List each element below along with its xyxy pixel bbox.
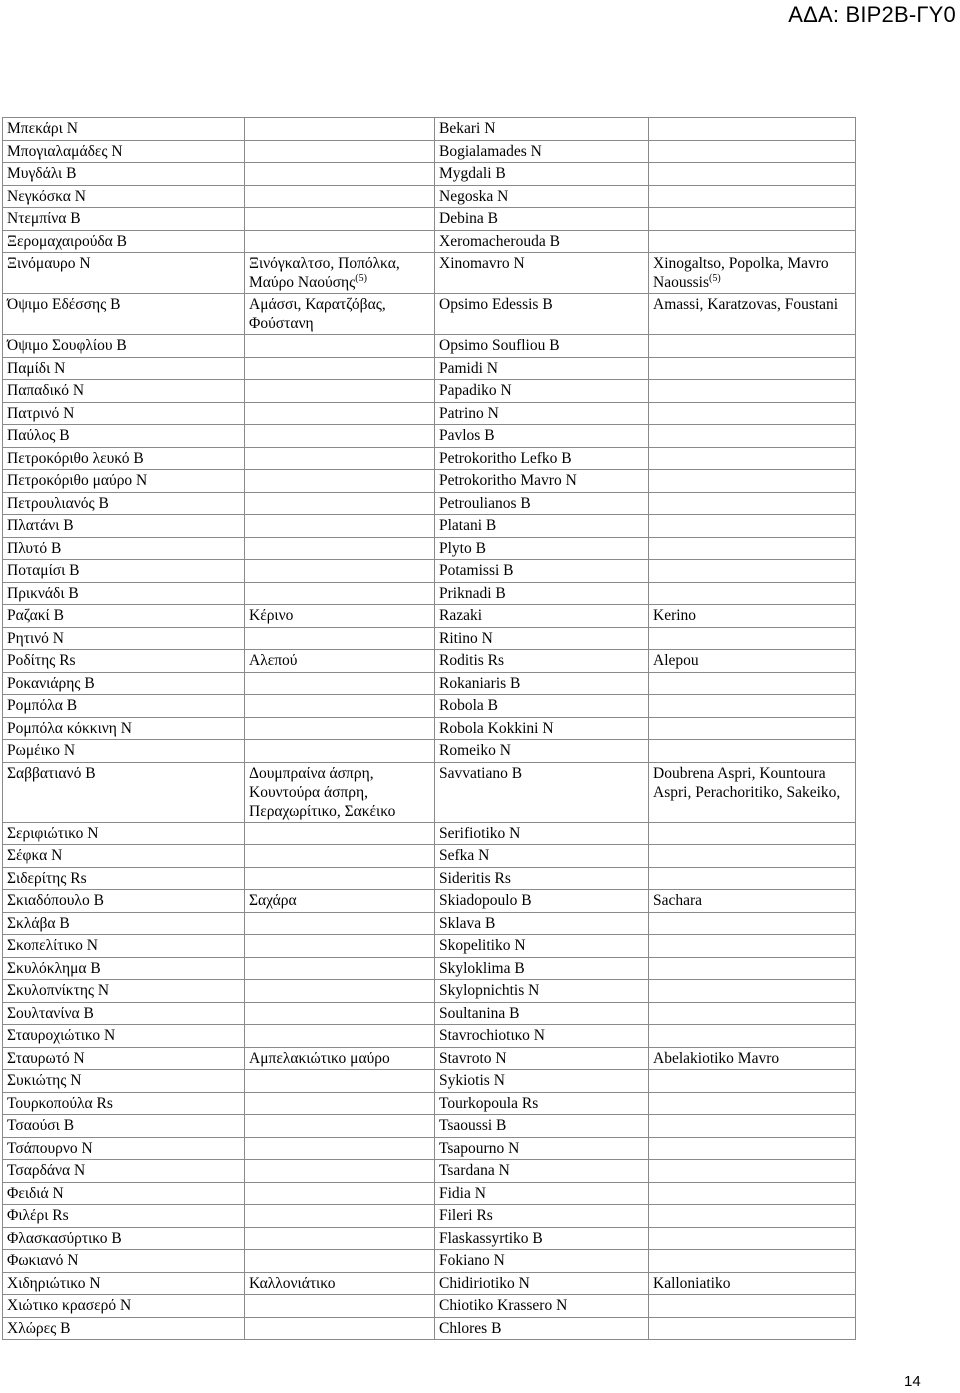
greek-synonyms-cell	[245, 957, 435, 980]
greek-name-cell: Σκυλοπνίκτης Ν	[3, 980, 245, 1003]
greek-name-cell: Παύλος Β	[3, 425, 245, 448]
latin-synonyms-cell	[649, 357, 856, 380]
greek-name-cell: Ραζακί Β	[3, 605, 245, 628]
latin-name-cell: Petroulianos B	[435, 492, 649, 515]
latin-name-cell: Papadiko N	[435, 380, 649, 403]
latin-name-cell: Robola B	[435, 695, 649, 718]
table-row	[3, 650, 856, 673]
table-row	[3, 294, 856, 335]
greek-synonyms-cell	[245, 1317, 435, 1340]
greek-name-cell: Όψιμο Σουφλίου Β	[3, 335, 245, 358]
latin-name-cell: Plyto B	[435, 537, 649, 560]
greek-name-cell: Σιδερίτης Rs	[3, 867, 245, 890]
latin-name-cell: Sefka N	[435, 845, 649, 868]
latin-name-cell: Rokaniaris B	[435, 672, 649, 695]
latin-synonyms-cell	[649, 980, 856, 1003]
greek-name-cell: Ποταμίσι Β	[3, 560, 245, 583]
table-row	[3, 1047, 856, 1070]
greek-name-cell: Τσάπουρνο Ν	[3, 1137, 245, 1160]
latin-synonyms-cell	[649, 912, 856, 935]
greek-synonyms-cell: Αλεπού	[245, 650, 435, 673]
latin-synonyms-cell	[649, 1002, 856, 1025]
greek-name-cell: Ξινόμαυρο Ν	[3, 253, 245, 294]
greek-synonyms-cell	[245, 425, 435, 448]
greek-name-cell: Ρωμέικο Ν	[3, 740, 245, 763]
greek-synonyms-cell	[245, 515, 435, 538]
greek-synonyms-cell	[245, 1025, 435, 1048]
greek-name-cell: Τουρκοπούλα Rs	[3, 1092, 245, 1115]
latin-synonyms-cell	[649, 140, 856, 163]
latin-name-cell: Skopelitiko N	[435, 935, 649, 958]
latin-synonyms-cell	[649, 1250, 856, 1273]
greek-name-cell: Πλατάνι Β	[3, 515, 245, 538]
greek-synonyms-cell	[245, 492, 435, 515]
latin-name-cell: Chidiriotiko N	[435, 1272, 649, 1295]
table-row	[3, 762, 856, 822]
latin-name-cell: Debina B	[435, 208, 649, 231]
latin-synonyms-cell	[649, 470, 856, 493]
table-row	[3, 1002, 856, 1025]
table-row	[3, 118, 856, 141]
latin-name-cell: Negoska N	[435, 185, 649, 208]
table-row	[3, 1070, 856, 1093]
greek-name-cell: Ρητινό Ν	[3, 627, 245, 650]
latin-name-cell: Chlores B	[435, 1317, 649, 1340]
greek-name-cell: Πλυτό Β	[3, 537, 245, 560]
latin-name-cell: Tsaoussi B	[435, 1115, 649, 1138]
greek-name-cell: Φειδιά Ν	[3, 1182, 245, 1205]
greek-synonyms-cell: Ξινόγκαλτσο, Ποπόλκα, Μαύρο Ναούσης$^{(5)}$	[245, 253, 435, 294]
latin-name-cell: Bogialamades N	[435, 140, 649, 163]
greek-name-cell: Πετρουλιανός Β	[3, 492, 245, 515]
table-row	[3, 957, 856, 980]
latin-synonyms-cell	[649, 492, 856, 515]
table-row	[3, 380, 856, 403]
greek-synonyms-cell	[245, 845, 435, 868]
greek-synonyms-cell	[245, 1070, 435, 1093]
table-row	[3, 402, 856, 425]
latin-name-cell: Skylopnichtis N	[435, 980, 649, 1003]
latin-synonyms-cell	[649, 1160, 856, 1183]
table-row	[3, 515, 856, 538]
greek-synonyms-cell	[245, 740, 435, 763]
latin-name-cell: Petrokoritho Lefko B	[435, 447, 649, 470]
latin-synonyms-cell: Amassi, Karatzovas, Foustani	[649, 294, 856, 335]
greek-synonyms-cell	[245, 335, 435, 358]
latin-synonyms-cell: Sachara	[649, 890, 856, 913]
greek-name-cell: Πετροκόριθο μαύρο Ν	[3, 470, 245, 493]
latin-synonyms-cell	[649, 1115, 856, 1138]
latin-synonyms-cell	[649, 740, 856, 763]
greek-name-cell: Τσαούσι Β	[3, 1115, 245, 1138]
greek-synonyms-cell	[245, 822, 435, 845]
greek-synonyms-cell	[245, 717, 435, 740]
table-row	[3, 492, 856, 515]
latin-name-cell: Pavlos B	[435, 425, 649, 448]
greek-synonyms-cell	[245, 1227, 435, 1250]
footnote-marker: (5)	[708, 273, 721, 284]
greek-name-cell: Φλασκασύρτικο Β	[3, 1227, 245, 1250]
greek-synonyms-cell	[245, 582, 435, 605]
greek-synonyms-cell	[245, 980, 435, 1003]
page-number: 14	[904, 1373, 921, 1390]
table-row	[3, 560, 856, 583]
table-row	[3, 605, 856, 628]
latin-name-cell: Razaki	[435, 605, 649, 628]
table-row	[3, 140, 856, 163]
table-row	[3, 845, 856, 868]
greek-synonyms-cell	[245, 402, 435, 425]
latin-synonyms-cell	[649, 935, 856, 958]
table-row	[3, 253, 856, 294]
greek-name-cell: Νεγκόσκα Ν	[3, 185, 245, 208]
greek-name-cell: Σκοπελίτικο Ν	[3, 935, 245, 958]
table-row	[3, 1227, 856, 1250]
latin-name-cell: Bekari N	[435, 118, 649, 141]
latin-name-cell: Potamissi B	[435, 560, 649, 583]
greek-name-cell: Ροδίτης Rs	[3, 650, 245, 673]
table-row	[3, 537, 856, 560]
table-row	[3, 230, 856, 253]
greek-synonyms-cell	[245, 230, 435, 253]
latin-name-cell: Patrino N	[435, 402, 649, 425]
latin-synonyms-cell	[649, 1137, 856, 1160]
latin-name-cell: Soultanina B	[435, 1002, 649, 1025]
latin-name-cell: Chiotiko Krassero N	[435, 1295, 649, 1318]
greek-name-cell: Όψιμο Εδέσσης Β	[3, 294, 245, 335]
table-row	[3, 1205, 856, 1228]
greek-name-cell: Σταυρωτό Ν	[3, 1047, 245, 1070]
latin-synonyms-cell	[649, 537, 856, 560]
latin-synonyms-cell	[649, 380, 856, 403]
latin-synonyms-cell	[649, 1317, 856, 1340]
table-row	[3, 980, 856, 1003]
table-row	[3, 1272, 856, 1295]
latin-synonyms-cell	[649, 230, 856, 253]
latin-synonyms-cell	[649, 1182, 856, 1205]
greek-synonyms-cell	[245, 1002, 435, 1025]
greek-name-cell: Μυγδάλι Β	[3, 163, 245, 186]
greek-synonyms-cell	[245, 537, 435, 560]
latin-synonyms-cell	[649, 672, 856, 695]
footnote-marker: (5)	[355, 273, 367, 284]
greek-name-cell: Σουλτανίνα Β	[3, 1002, 245, 1025]
greek-synonyms-cell: Αμάσσι, Καρατζόβας, Φούστανη	[245, 294, 435, 335]
greek-synonyms-cell: Κέρινο	[245, 605, 435, 628]
latin-name-cell: Robola Kokkini N	[435, 717, 649, 740]
latin-synonyms-cell	[649, 163, 856, 186]
ada-code: ΑΔΑ: ΒΙΡ2Β-ΓΥ0	[788, 2, 956, 27]
latin-name-cell: Fokiano N	[435, 1250, 649, 1273]
latin-synonyms-cell	[649, 845, 856, 868]
latin-name-cell: Priknadi B	[435, 582, 649, 605]
greek-name-cell: Πετροκόριθο λευκό Β	[3, 447, 245, 470]
table-row	[3, 163, 856, 186]
greek-synonyms-cell: Δουμπραίνα άσπρη, Κουντούρα άσπρη, Περαχωρίτικο, Σακέικο	[245, 762, 435, 822]
latin-synonyms-cell	[649, 957, 856, 980]
latin-synonyms-cell: Abelakiotiko Mavro	[649, 1047, 856, 1070]
greek-synonyms-cell	[245, 447, 435, 470]
greek-synonyms-cell	[245, 1182, 435, 1205]
greek-name-cell: Σαββατιανό Β	[3, 762, 245, 822]
greek-name-cell: Χλώρες Β	[3, 1317, 245, 1340]
table-row	[3, 912, 856, 935]
latin-name-cell: Stavrochiotικο N	[435, 1025, 649, 1048]
latin-synonyms-cell	[649, 627, 856, 650]
latin-synonyms-cell	[649, 1070, 856, 1093]
latin-synonyms-cell	[649, 717, 856, 740]
latin-name-cell: Xeromacherouda B	[435, 230, 649, 253]
latin-name-cell: Petrokoritho Mavro N	[435, 470, 649, 493]
latin-name-cell: Sklava B	[435, 912, 649, 935]
table-row	[3, 717, 856, 740]
table-row	[3, 1115, 856, 1138]
table-row	[3, 935, 856, 958]
greek-name-cell: Σκιαδόπουλο Β	[3, 890, 245, 913]
latin-name-cell: Sideritis Rs	[435, 867, 649, 890]
latin-synonyms-cell	[649, 402, 856, 425]
table-row	[3, 890, 856, 913]
table-row	[3, 1092, 856, 1115]
greek-name-cell: Σταυροχιώτικο Ν	[3, 1025, 245, 1048]
latin-name-cell: Pamidi N	[435, 357, 649, 380]
greek-name-cell: Πατρινό Ν	[3, 402, 245, 425]
table-row	[3, 695, 856, 718]
latin-name-cell: Platani B	[435, 515, 649, 538]
greek-synonyms-cell: Σαχάρα	[245, 890, 435, 913]
greek-name-cell: Σκλάβα Β	[3, 912, 245, 935]
greek-name-cell: Ρομπόλα Β	[3, 695, 245, 718]
latin-name-cell: Skyloklima B	[435, 957, 649, 980]
greek-name-cell: Παπαδικό Ν	[3, 380, 245, 403]
latin-synonyms-cell	[649, 867, 856, 890]
greek-synonyms-cell	[245, 380, 435, 403]
greek-synonyms-cell	[245, 357, 435, 380]
latin-name-cell: Skiadopoulo B	[435, 890, 649, 913]
latin-synonyms-cell	[649, 208, 856, 231]
greek-name-cell: Σέφκα Ν	[3, 845, 245, 868]
latin-name-cell: Stavroto N	[435, 1047, 649, 1070]
greek-name-cell: Ρομπόλα κόκκινη Ν	[3, 717, 245, 740]
greek-name-cell: Ροκανιάρης Β	[3, 672, 245, 695]
latin-name-cell: Savvatiano B	[435, 762, 649, 822]
table-row	[3, 867, 856, 890]
greek-name-cell: Φωκιανό Ν	[3, 1250, 245, 1273]
latin-name-cell: Romeiko N	[435, 740, 649, 763]
table-row	[3, 1317, 856, 1340]
greek-name-cell: Φιλέρι Rs	[3, 1205, 245, 1228]
table-row	[3, 357, 856, 380]
greek-name-cell: Χιδηριώτικο Ν	[3, 1272, 245, 1295]
table-row	[3, 740, 856, 763]
latin-synonyms-cell	[649, 118, 856, 141]
greek-synonyms-cell	[245, 867, 435, 890]
table-row	[3, 1250, 856, 1273]
greek-synonyms-cell	[245, 185, 435, 208]
greek-name-cell: Σεριφιώτικο Ν	[3, 822, 245, 845]
latin-name-cell: Xinomavro N	[435, 253, 649, 294]
greek-synonyms-cell: Καλλονιάτικο	[245, 1272, 435, 1295]
latin-name-cell: Opsimo Soufliou B	[435, 335, 649, 358]
table-row	[3, 672, 856, 695]
table-row	[3, 1295, 856, 1318]
greek-synonyms-cell	[245, 695, 435, 718]
latin-synonyms-cell	[649, 695, 856, 718]
greek-name-cell: Ξερομαχαιρούδα Β	[3, 230, 245, 253]
greek-name-cell: Συκιώτης Ν	[3, 1070, 245, 1093]
latin-name-cell: Flaskassyrtiko B	[435, 1227, 649, 1250]
greek-synonyms-cell	[245, 1092, 435, 1115]
latin-name-cell: Tsapourno N	[435, 1137, 649, 1160]
table-row	[3, 627, 856, 650]
latin-synonyms-cell: Kalloniatiko	[649, 1272, 856, 1295]
greek-synonyms-cell	[245, 1205, 435, 1228]
table-row	[3, 1160, 856, 1183]
latin-name-cell: Ritino N	[435, 627, 649, 650]
greek-synonyms-cell	[245, 935, 435, 958]
latin-synonyms-cell	[649, 185, 856, 208]
latin-name-cell: Mygdali B	[435, 163, 649, 186]
greek-synonyms-cell	[245, 912, 435, 935]
table-row	[3, 208, 856, 231]
latin-synonyms-cell	[649, 1025, 856, 1048]
latin-name-cell: Roditis Rs	[435, 650, 649, 673]
greek-synonyms-cell	[245, 1115, 435, 1138]
greek-name-cell: Παμίδι Ν	[3, 357, 245, 380]
table-body	[3, 118, 856, 1340]
latin-synonyms-cell	[649, 560, 856, 583]
greek-synonyms-cell	[245, 163, 435, 186]
latin-synonyms-cell: Xinogaltso, Popolka, Mavro Naoussis$^{(5)}$	[649, 253, 856, 294]
latin-name-cell: Opsimo Edessis B	[435, 294, 649, 335]
greek-synonyms-cell	[245, 140, 435, 163]
latin-name-cell: Serifiotiko N	[435, 822, 649, 845]
greek-synonyms-cell	[245, 208, 435, 231]
greek-synonyms-cell	[245, 118, 435, 141]
latin-synonyms-cell	[649, 425, 856, 448]
latin-synonyms-cell	[649, 1227, 856, 1250]
greek-name-cell: Χιώτικο κρασερό Ν	[3, 1295, 245, 1318]
latin-synonyms-cell: Kerino	[649, 605, 856, 628]
greek-synonyms-cell	[245, 470, 435, 493]
table-row	[3, 822, 856, 845]
greek-name-cell: Σκυλόκλημα Β	[3, 957, 245, 980]
latin-synonyms-cell	[649, 515, 856, 538]
table-row	[3, 447, 856, 470]
table-row	[3, 470, 856, 493]
greek-name-cell: Μπεκάρι Ν	[3, 118, 245, 141]
greek-synonyms-cell	[245, 627, 435, 650]
greek-name-cell: Τσαρδάνα Ν	[3, 1160, 245, 1183]
latin-synonyms-cell	[649, 582, 856, 605]
greek-synonyms-cell	[245, 672, 435, 695]
latin-synonyms-cell	[649, 447, 856, 470]
table-row	[3, 1025, 856, 1048]
greek-synonyms-cell	[245, 1250, 435, 1273]
latin-name-cell: Tsardana N	[435, 1160, 649, 1183]
latin-synonyms-cell	[649, 335, 856, 358]
table-row	[3, 185, 856, 208]
latin-synonyms-cell	[649, 1205, 856, 1228]
table-row	[3, 335, 856, 358]
latin-name-cell: Tourkopoula Rs	[435, 1092, 649, 1115]
table-row	[3, 1137, 856, 1160]
latin-name-cell: Fidia N	[435, 1182, 649, 1205]
greek-synonyms-cell	[245, 1295, 435, 1318]
greek-name-cell: Ντεμπίνα Β	[3, 208, 245, 231]
greek-name-cell: Μπογιαλαμάδες Ν	[3, 140, 245, 163]
table-row	[3, 582, 856, 605]
latin-name-cell: Sykiotis N	[435, 1070, 649, 1093]
greek-name-cell: Πρικνάδι Β	[3, 582, 245, 605]
latin-synonyms-cell: Alepou	[649, 650, 856, 673]
greek-synonyms-cell: Αμπελακιώτικο μαύρο	[245, 1047, 435, 1070]
grape-varieties-table	[2, 117, 856, 1340]
table-row	[3, 1182, 856, 1205]
latin-name-cell: Fileri Rs	[435, 1205, 649, 1228]
latin-synonyms-cell	[649, 1295, 856, 1318]
latin-synonyms-cell	[649, 1092, 856, 1115]
greek-synonyms-cell	[245, 1137, 435, 1160]
table-row	[3, 425, 856, 448]
latin-synonyms-cell: Doubrena Aspri, Kountoura Aspri, Perachoritiko, Sakeiko,	[649, 762, 856, 822]
greek-synonyms-cell	[245, 560, 435, 583]
latin-synonyms-cell	[649, 822, 856, 845]
greek-synonyms-cell	[245, 1160, 435, 1183]
